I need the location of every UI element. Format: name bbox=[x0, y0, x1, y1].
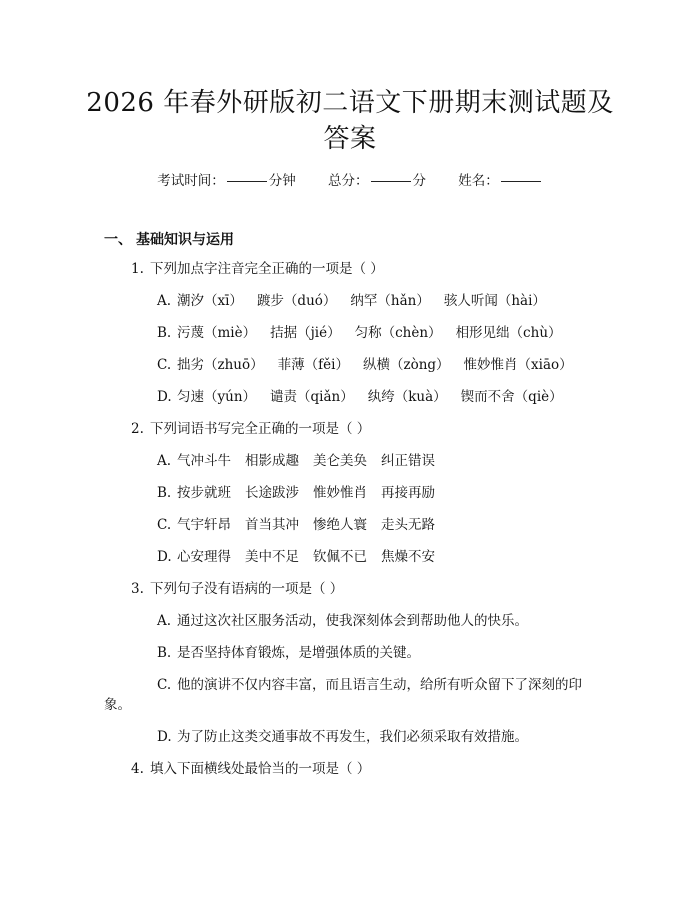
q2-option-a: A. 气冲斗牛 相影成趣 美仑美奂 纠正错误 bbox=[157, 453, 435, 469]
q2-option-c: C. 气宇轩昂 首当其冲 惨绝人寰 走头无路 bbox=[157, 517, 435, 533]
q3-option-b: B. 是否坚持体育锻炼，是增强体质的关键。 bbox=[157, 645, 420, 661]
name-blank bbox=[501, 181, 541, 182]
total-score-blank bbox=[371, 181, 411, 182]
name-field: 姓名： bbox=[458, 169, 543, 189]
exam-meta-line bbox=[0, 169, 700, 189]
section-1-heading bbox=[104, 229, 234, 249]
question-4-stem: 4. 填入下面横线处最恰当的一项是（ ） bbox=[131, 761, 371, 777]
question-3-stem: 3. 下列句子没有语病的一项是（ ） bbox=[131, 581, 344, 597]
question-2-stem: 2. 下列词语书写完全正确的一项是（ ） bbox=[131, 421, 371, 437]
q3-option-c: C. 他的演讲不仅内容丰富，而且语言生动，给所有听众留下了深刻的印 bbox=[157, 677, 582, 693]
total-score-field: 总分： 分 bbox=[328, 173, 426, 189]
exam-time-field: 考试时间： 分钟 bbox=[157, 173, 296, 189]
exam-time-blank bbox=[227, 181, 267, 182]
q2-option-d: D. 心安理得 美中不足 钦佩不已 焦燥不安 bbox=[157, 549, 435, 565]
page-title-line-2: 答案 bbox=[323, 124, 377, 154]
q1-option-b: B. 污蔑（miè） 拮据（jié） 匀称（chèn） 相形见绌（chù） bbox=[157, 325, 562, 341]
section-title: 基础知识与运用 bbox=[136, 232, 234, 248]
q3-option-a: A. 通过这次社区服务活动，使我深刻体会到帮助他人的快乐。 bbox=[157, 613, 528, 629]
q1-option-d: D. 匀速（yún） 谴责（qiǎn） 纨绔（kuà） 锲而不舍（qiè） bbox=[157, 389, 563, 405]
question-1-stem: 1. 下列加点字注音完全正确的一项是（ ） bbox=[131, 261, 384, 277]
q2-option-b: B. 按步就班 长途跋涉 惟妙惟肖 再接再励 bbox=[157, 485, 435, 501]
q1-option-a: A. 潮汐（xī） 踱步（duó） 纳罕（hǎn） 骇人听闻（hài） bbox=[157, 293, 546, 309]
page-title-line-1: 2026 年春外研版初二语文下册期末测试题及 bbox=[86, 88, 614, 118]
q3-option-c-continuation: 象。 bbox=[104, 697, 131, 713]
q1-option-c: C. 拙劣（zhuō） 菲薄（fěi） 纵横（zòng） 惟妙惟肖（xiāo） bbox=[157, 357, 573, 373]
q3-option-d: D. 为了防止这类交通事故不再发生，我们必须采取有效措施。 bbox=[157, 729, 528, 745]
section-number: 一、 bbox=[104, 232, 132, 248]
